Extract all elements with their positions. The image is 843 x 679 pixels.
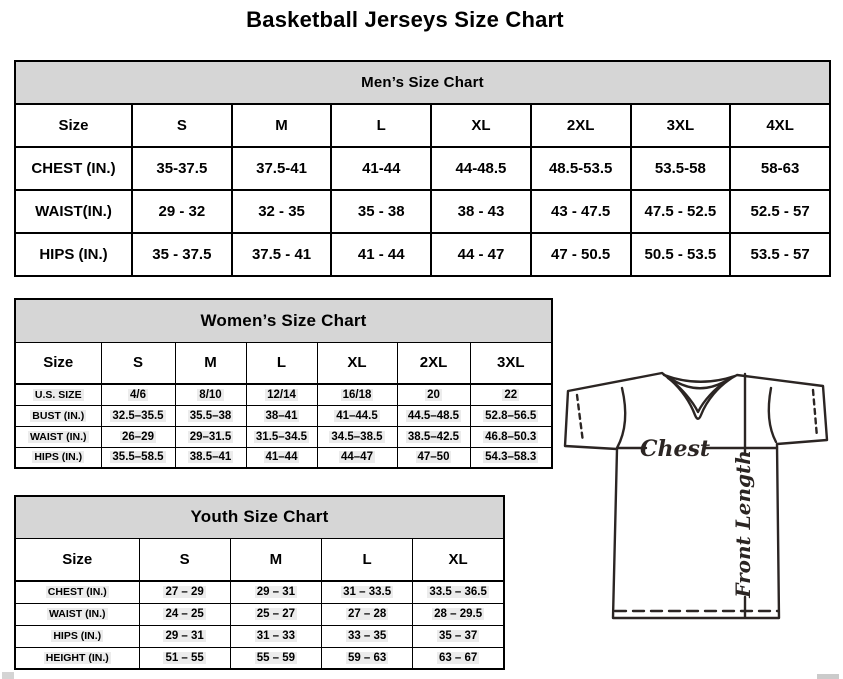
size-cell	[139, 603, 230, 625]
table-row	[15, 426, 552, 447]
size-cell-text: 12/14	[267, 388, 296, 401]
size-cell-text: 27 – 29	[165, 586, 204, 599]
size-cell	[322, 625, 413, 647]
row-label	[15, 581, 139, 603]
size-cell	[397, 447, 470, 468]
cropped-ui-artifact	[2, 672, 14, 679]
column-header: L	[246, 342, 317, 384]
row-label-text: HIPS (IN.)	[34, 451, 83, 464]
table-row	[15, 538, 504, 581]
table-title: Men’s Size Chart	[15, 61, 830, 104]
size-cell-text: 29 – 31	[165, 630, 204, 642]
size-cell	[101, 426, 175, 447]
row-label	[15, 603, 139, 625]
size-cell: 58-63	[730, 147, 830, 190]
column-header: 3XL	[631, 104, 731, 147]
size-cell-text: 55 – 59	[256, 651, 296, 664]
table-title: Youth Size Chart	[15, 496, 504, 538]
size-cell: 29 - 32	[132, 190, 232, 233]
size-cell-text: 44–47	[341, 451, 373, 464]
size-cell	[101, 405, 175, 426]
size-cell: 47.5 - 52.5	[631, 190, 731, 233]
size-cell-text: 38.5–42.5	[407, 430, 460, 443]
size-cell-text: 33 – 35	[347, 630, 387, 642]
size-cell-text: 33.5 – 36.5	[429, 586, 487, 599]
row-label: CHEST (IN.)	[15, 147, 132, 190]
size-cell	[317, 426, 397, 447]
table-row	[15, 299, 552, 342]
size-cell	[139, 581, 230, 603]
size-cell	[175, 426, 246, 447]
size-cell-text: 59 – 63	[347, 651, 387, 664]
size-cell	[246, 384, 317, 405]
size-cell: 53.5-58	[631, 147, 731, 190]
table-row	[15, 581, 504, 603]
table-row	[15, 384, 552, 405]
size-cell	[101, 384, 175, 405]
column-header: Size	[15, 104, 132, 147]
size-cell	[175, 405, 246, 426]
size-cell	[470, 384, 552, 405]
size-cell-text: 29–31.5	[189, 430, 232, 443]
row-label-text: HEIGHT (IN.)	[45, 651, 109, 664]
table-row	[15, 61, 830, 104]
table-row	[15, 405, 552, 426]
size-cell	[413, 647, 504, 669]
table-row	[15, 647, 504, 669]
size-cell-text: 26–29	[122, 430, 154, 443]
size-cell-text: 20	[427, 388, 440, 401]
column-header: 2XL	[531, 104, 631, 147]
column-header: M	[175, 342, 246, 384]
row-label	[15, 625, 139, 647]
column-header: 4XL	[730, 104, 830, 147]
row-label-text: CHEST (IN.)	[47, 586, 107, 599]
cropped-ui-artifact	[817, 674, 839, 679]
size-cell-text: 38–41	[265, 409, 298, 422]
size-cell-text: 63 – 67	[438, 651, 478, 664]
size-cell: 44 - 47	[431, 233, 531, 276]
size-cell	[470, 405, 552, 426]
size-cell	[230, 581, 321, 603]
size-cell: 41 - 44	[331, 233, 431, 276]
column-header: S	[101, 342, 175, 384]
column-header: XL	[431, 104, 531, 147]
size-cell	[139, 647, 230, 669]
table-row	[15, 447, 552, 468]
table-row	[15, 104, 830, 147]
size-cell-text: 47–50	[417, 451, 450, 464]
size-cell-text: 34.5–38.5	[331, 430, 383, 443]
size-cell-text: 31 – 33.5	[343, 586, 392, 599]
size-cell: 35-37.5	[132, 147, 232, 190]
size-cell-text: 35.5–38	[189, 409, 232, 422]
size-cell	[322, 581, 413, 603]
size-cell: 47 - 50.5	[531, 233, 631, 276]
size-cell: 35 - 38	[331, 190, 431, 233]
size-cell	[413, 581, 504, 603]
row-label-text: U.S. SIZE	[34, 388, 82, 401]
page-title: Basketball Jerseys Size Chart	[246, 7, 564, 32]
size-cell	[413, 625, 504, 647]
size-cell	[246, 405, 317, 426]
table-row	[15, 342, 552, 384]
size-cell: 41-44	[331, 147, 431, 190]
size-cell: 37.5 - 41	[232, 233, 332, 276]
size-cell	[317, 384, 397, 405]
size-cell-text: 46.8–50.3	[485, 430, 537, 443]
row-label	[15, 384, 101, 405]
table-title: Women’s Size Chart	[15, 299, 552, 342]
size-cell	[139, 625, 230, 647]
jersey-diagram	[558, 360, 843, 625]
size-cell-text: 4/6	[130, 388, 146, 401]
size-cell	[397, 426, 470, 447]
size-cell-text: 35.5–58.5	[112, 451, 164, 464]
size-cell	[322, 603, 413, 625]
table-row	[15, 603, 504, 625]
row-label: WAIST(IN.)	[15, 190, 132, 233]
column-header: S	[139, 538, 230, 581]
size-cell	[397, 384, 470, 405]
size-cell: 53.5 - 57	[730, 233, 830, 276]
column-header: Size	[15, 538, 139, 581]
column-header: L	[331, 104, 431, 147]
size-cell	[230, 625, 321, 647]
column-header: M	[232, 104, 332, 147]
column-header: Size	[15, 342, 101, 384]
size-cell	[246, 426, 317, 447]
size-cell: 37.5-41	[232, 147, 332, 190]
size-cell-text: 31.5–34.5	[255, 430, 308, 443]
size-cell-text: 31 – 33	[256, 630, 296, 642]
size-cell-text: 51 – 55	[165, 651, 204, 664]
size-cell	[470, 426, 552, 447]
size-cell: 32 - 35	[232, 190, 332, 233]
row-label	[15, 405, 101, 426]
size-cell	[322, 647, 413, 669]
table-row	[15, 190, 830, 233]
size-cell	[230, 603, 321, 625]
size-cell	[470, 447, 552, 468]
column-header: S	[132, 104, 232, 147]
size-cell-text: 22	[504, 388, 518, 401]
chest-label: Chest	[639, 436, 711, 462]
table-row	[15, 625, 504, 647]
size-cell-text: 32.5–35.5	[112, 409, 164, 422]
table-row	[15, 496, 504, 538]
size-cell: 44-48.5	[431, 147, 531, 190]
size-cell-text: 25 – 27	[256, 608, 296, 620]
size-cell: 52.5 - 57	[730, 190, 830, 233]
size-cell-text: 24 – 25	[165, 608, 204, 620]
column-header: XL	[317, 342, 397, 384]
size-cell-text: 44.5–48.5	[407, 409, 460, 422]
size-cell-text: 28 – 29.5	[434, 608, 483, 620]
table-row	[15, 147, 830, 190]
row-label	[15, 426, 101, 447]
size-cell-text: 52.8–56.5	[485, 409, 537, 422]
row-label: HIPS (IN.)	[15, 233, 132, 276]
size-cell	[413, 603, 504, 625]
row-label-text: WAIST (IN.)	[29, 430, 87, 443]
row-label	[15, 447, 101, 468]
size-cell-text: 35 – 37	[438, 630, 478, 642]
size-cell	[175, 384, 246, 405]
youth-size-table	[14, 495, 505, 670]
size-cell	[101, 447, 175, 468]
table-row	[15, 233, 830, 276]
size-cell	[175, 447, 246, 468]
size-cell	[317, 405, 397, 426]
size-cell-text: 41–44	[265, 451, 298, 464]
column-header: 2XL	[397, 342, 470, 384]
size-cell	[397, 405, 470, 426]
size-cell: 35 - 37.5	[132, 233, 232, 276]
mens-size-table	[14, 60, 831, 277]
size-cell-text: 29 – 31	[256, 586, 296, 599]
row-label-text: HIPS (IN.)	[53, 630, 102, 642]
row-label-text: WAIST (IN.)	[48, 608, 106, 620]
size-cell-text: 38.5–41	[189, 451, 232, 464]
size-cell-text: 8/10	[199, 388, 222, 401]
column-header: M	[230, 538, 321, 581]
size-cell: 50.5 - 53.5	[631, 233, 731, 276]
size-cell	[317, 447, 397, 468]
womens-size-table	[14, 298, 553, 469]
size-cell: 48.5-53.5	[531, 147, 631, 190]
row-label-text: BUST (IN.)	[32, 409, 85, 422]
column-header: XL	[413, 538, 504, 581]
size-cell-text: 27 – 28	[347, 608, 387, 620]
size-cell	[230, 647, 321, 669]
size-cell: 38 - 43	[431, 190, 531, 233]
size-cell	[246, 447, 317, 468]
row-label	[15, 647, 139, 669]
column-header: L	[322, 538, 413, 581]
size-cell-text: 41–44.5	[336, 409, 378, 422]
size-cell-text: 54.3–58.3	[485, 451, 537, 464]
front-length-label: Front Length	[731, 450, 755, 598]
column-header: 3XL	[470, 342, 552, 384]
size-cell: 43 - 47.5	[531, 190, 631, 233]
size-cell-text: 16/18	[342, 388, 372, 401]
